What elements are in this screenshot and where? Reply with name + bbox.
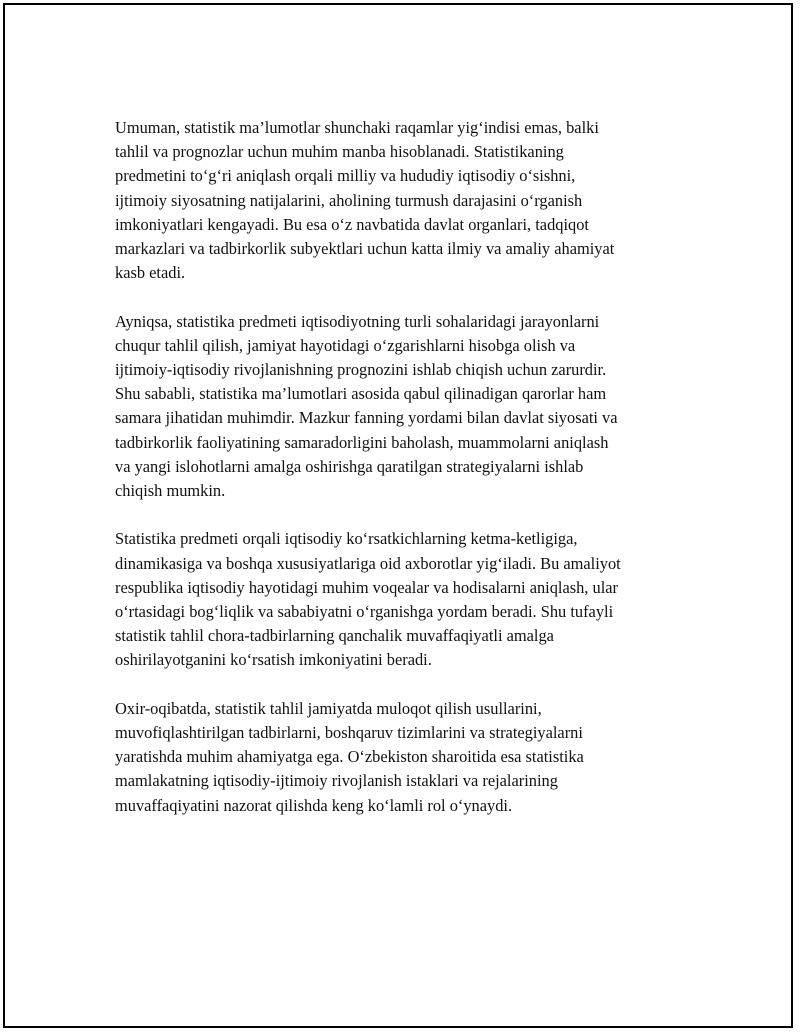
document-body xyxy=(115,116,700,842)
paragraph-3: Statistika predmeti orqali iqtisodiy ko‘rsatkichlarning ketma-ketligiga, dinamikasiga va boshqa xususiyatlariga oid axborotlar yig‘iladi. Bu amaliyot respublika iqtisodiy hayotidagi muhim voqealar va hodisalarni aniqlash, ular o‘rtasidagi bog‘liqlik va sababiyatni o‘rganishga yordam beradi. Shu tufayli statistik tahlil chora-tadbirlarning qanchalik muvaffaqiyatli amalga oshirilayotganini ko‘rsatish imkoniyatini beradi. xyxy=(115,529,621,670)
paragraph-4: Oxir-oqibatda, statistik tahlil jamiyatda muloqot qilish usullarini, muvofiqlashtirilgan tadbirlarni, boshqaruv tizimlarini va strategiyalarni yaratishda muhim ahamiyatga ega. O‘zbekiston sharoitida esa statistika mamlakatning iqtisodiy-ijtimoiy rivojlanish istaklari va rejalarining muvaffaqiyatini nazorat qilishda keng ko‘lamli rol o‘ynaydi. xyxy=(115,698,584,815)
paragraph-1: Umuman, statistik ma’lumotlar shunchaki raqamlar yig‘indisi emas, balki tahlil va prognozlar uchun muhim manba hisoblanadi. Statistikaning predmetini to‘g‘ri aniqlash orqali milliy va hududiy iqtisodiy o‘sishni, ijtimoiy siyosatning natijalarini, aholining turmush darajasini o‘rganish imkoniyatlari kengayadi. Bu esa o‘z navbatida davlat organlari, tadqiqot markazlari va tadbirkorlik subyektlari uchun katta ilmiy va amaliy ahamiyat kasb etadi. xyxy=(115,118,615,283)
paragraph-2: Ayniqsa, statistika predmeti iqtisodiyotning turli sohalaridagi jarayonlarni chuqur tahlil qilish, jamiyat hayotidagi o‘zgarishlarni hisobga olish va ijtimoiy-iqtisodiy rivojlanishning prognozini ishlab chiqish uchun zarurdir. Shu sababli, statistika ma’lumotlari asosida qabul qilinadigan qarorlar ham samara jihatidan muhimdir. Mazkur fanning yordami bilan davlat siyosati va tadbirkorlik faoliyatining samaradorligini baholash, muammolarni aniqlash va yangi islohotlarni amalga oshirishga qaratilgan strategiyalarni ishlab chiqish mumkin. xyxy=(115,311,618,501)
